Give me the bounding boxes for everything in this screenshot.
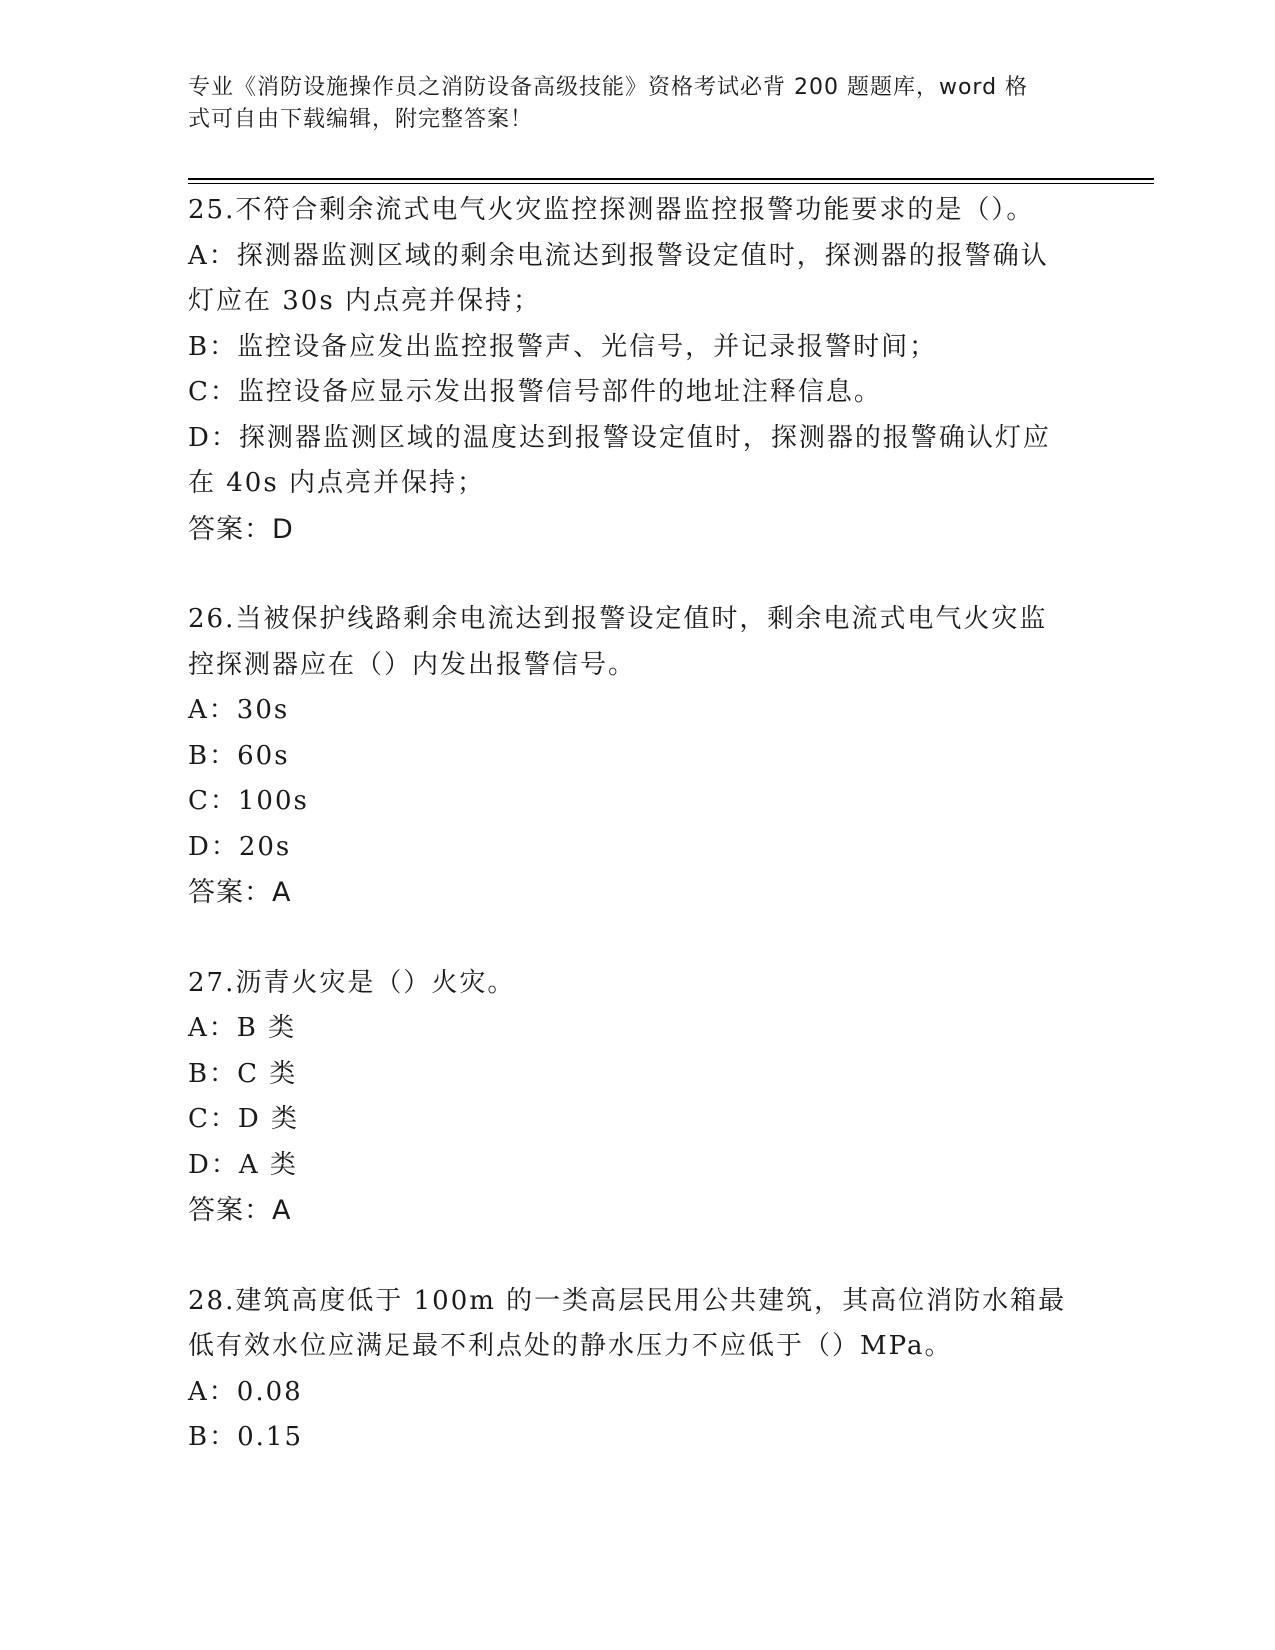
answer-option-line: A：探测器监测区域的剩余电流达到报警设定值时，探测器的报警确认 bbox=[188, 240, 1049, 271]
question-list bbox=[188, 188, 1088, 1506]
answer-option bbox=[188, 1052, 1088, 1098]
answer-option-line: C：D 类 bbox=[188, 1104, 300, 1134]
answer-option bbox=[188, 1370, 1088, 1416]
header-line-1: 专业《消防设施操作员之消防设备高级技能》资格考试必背 200 题题库，word 格 bbox=[188, 75, 1029, 100]
answer-option bbox=[188, 325, 1088, 371]
answer-option-line: B：监控设备应发出监控报警声、光信号，并记录报警时间； bbox=[188, 331, 938, 362]
answer-option bbox=[188, 370, 1088, 416]
header-divider-thick bbox=[188, 178, 1154, 180]
answer-key: 答案：D bbox=[188, 513, 294, 545]
question-stem-line: 25.不符合剩余流式电气火灾监控探测器监控报警功能要求的是（）。 bbox=[188, 195, 1035, 225]
answer-option-line: D：20s bbox=[188, 831, 292, 862]
document-header bbox=[188, 72, 1088, 136]
question-stem-line: 控探测器应在（）内发出报警信号。 bbox=[188, 649, 637, 680]
answer-key: 答案：A bbox=[188, 877, 292, 908]
answer-option bbox=[188, 825, 1088, 871]
question-item bbox=[188, 961, 1088, 1234]
answer-option-line: B：60s bbox=[188, 740, 290, 771]
question-stem-line: 低有效水位应满足最不利点处的静水压力不应低于（）MPa。 bbox=[188, 1331, 953, 1361]
answer-option-line: 灯应在 30s 内点亮并保持； bbox=[188, 286, 541, 316]
question-stem-line: 28.建筑高度低于 100m 的一类高层民用公共建筑，其高位消防水箱最 bbox=[188, 1285, 1067, 1316]
answer-option bbox=[188, 416, 1088, 507]
answer-option-line: B：0.15 bbox=[188, 1422, 303, 1452]
answer-option-line: C：100s bbox=[188, 786, 309, 816]
answer-option bbox=[188, 1415, 1088, 1461]
answer-key: 答案：A bbox=[188, 1195, 292, 1226]
header-line-2: 式可自由下载编辑，附完整答案！ bbox=[188, 107, 534, 132]
answer-option-line: D：探测器监测区域的温度达到报警设定值时，探测器的报警确认灯应 bbox=[188, 422, 1051, 453]
question-item bbox=[188, 1279, 1088, 1461]
header-divider-thin bbox=[188, 183, 1154, 184]
question-item bbox=[188, 188, 1088, 552]
answer-option-line: B：C 类 bbox=[188, 1058, 298, 1089]
answer-option bbox=[188, 779, 1088, 825]
question-stem bbox=[188, 961, 1088, 1007]
answer-option-line: C：监控设备应显示发出报警信号部件的地址注释信息。 bbox=[188, 377, 882, 407]
question-stem-line: 27.沥青火灾是（）火灾。 bbox=[188, 967, 516, 998]
answer-option-line: A：0.08 bbox=[188, 1376, 303, 1407]
answer-option bbox=[188, 688, 1088, 734]
answer-option-line: A：B 类 bbox=[188, 1013, 297, 1043]
answer-option bbox=[188, 734, 1088, 780]
question-item bbox=[188, 597, 1088, 916]
question-stem bbox=[188, 1279, 1088, 1370]
answer-option bbox=[188, 1097, 1088, 1143]
question-stem-line: 26.当被保护线路剩余电流达到报警设定值时，剩余电流式电气火灾监 bbox=[188, 604, 1048, 634]
question-stem bbox=[188, 188, 1088, 234]
answer-option-line: A：30s bbox=[188, 695, 290, 725]
answer-option bbox=[188, 1006, 1088, 1052]
answer-option bbox=[188, 1143, 1088, 1189]
answer-option bbox=[188, 234, 1088, 325]
answer-option-line: D：A 类 bbox=[188, 1149, 298, 1180]
question-stem bbox=[188, 597, 1088, 688]
answer-option-line: 在 40s 内点亮并保持； bbox=[188, 468, 485, 498]
